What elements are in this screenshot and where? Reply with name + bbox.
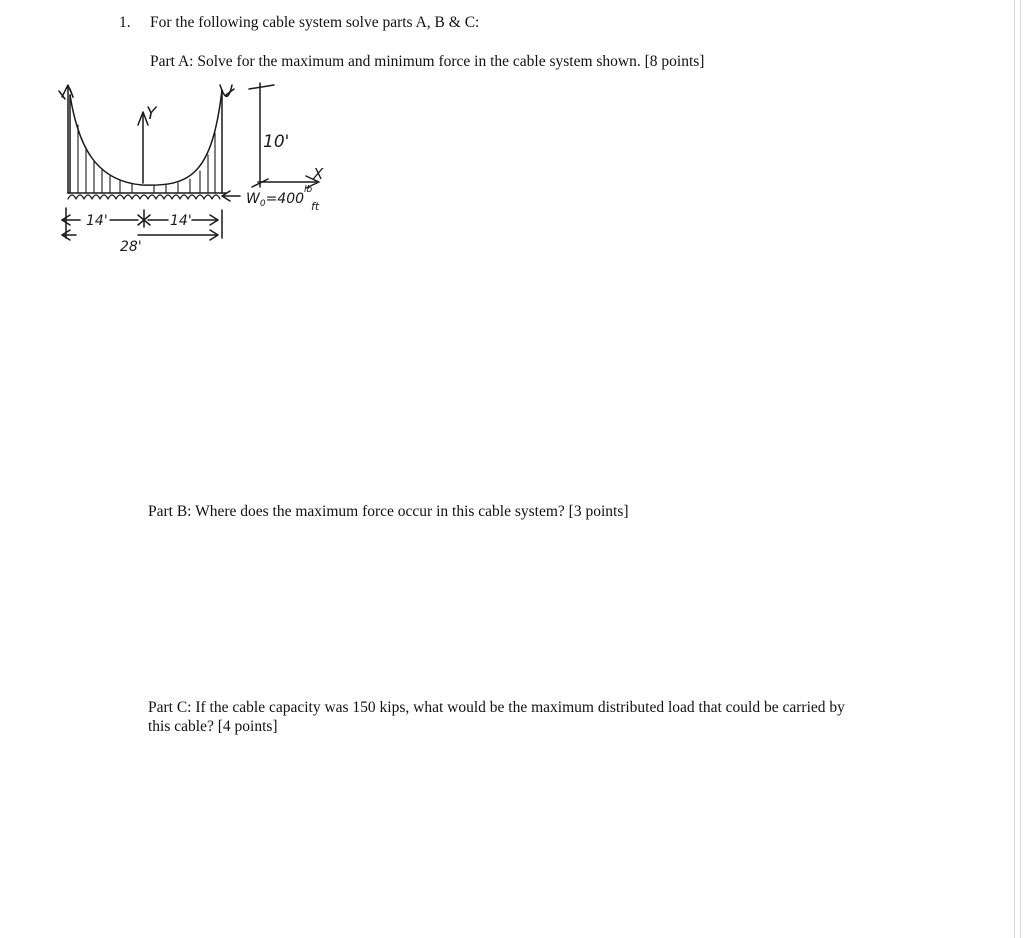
problem-number: 1. [119, 14, 131, 31]
y-axis-label: Y [146, 104, 157, 124]
page-edge-line [1014, 0, 1015, 938]
page-edge-line [1020, 0, 1021, 938]
sag-label: 10' [263, 132, 290, 152]
part-c-text-line2: this cable? [4 points] [148, 718, 278, 735]
load-units-bottom: ft [311, 200, 320, 213]
cable-system-diagram [40, 75, 360, 265]
problem-prompt: For the following cable system solve parts A, B & C: [150, 14, 480, 31]
span-total-label: 28' [120, 239, 142, 255]
span-left-label: 14' [86, 213, 108, 229]
load-label: $W_0=400$ [246, 191, 305, 209]
load-units-top: lb [304, 185, 313, 195]
part-b-text: Part B: Where does the maximum force occur in this cable system? [3 points] [148, 503, 629, 520]
span-right-label: 14' [170, 213, 192, 229]
part-a-text: Part A: Solve for the maximum and minimum force in the cable system shown. [8 points] [150, 53, 705, 70]
part-c-text-line1: Part C: If the cable capacity was 150 kips, what would be the maximum distributed load that could be carried by [148, 699, 845, 716]
x-axis-label: X [313, 165, 324, 183]
